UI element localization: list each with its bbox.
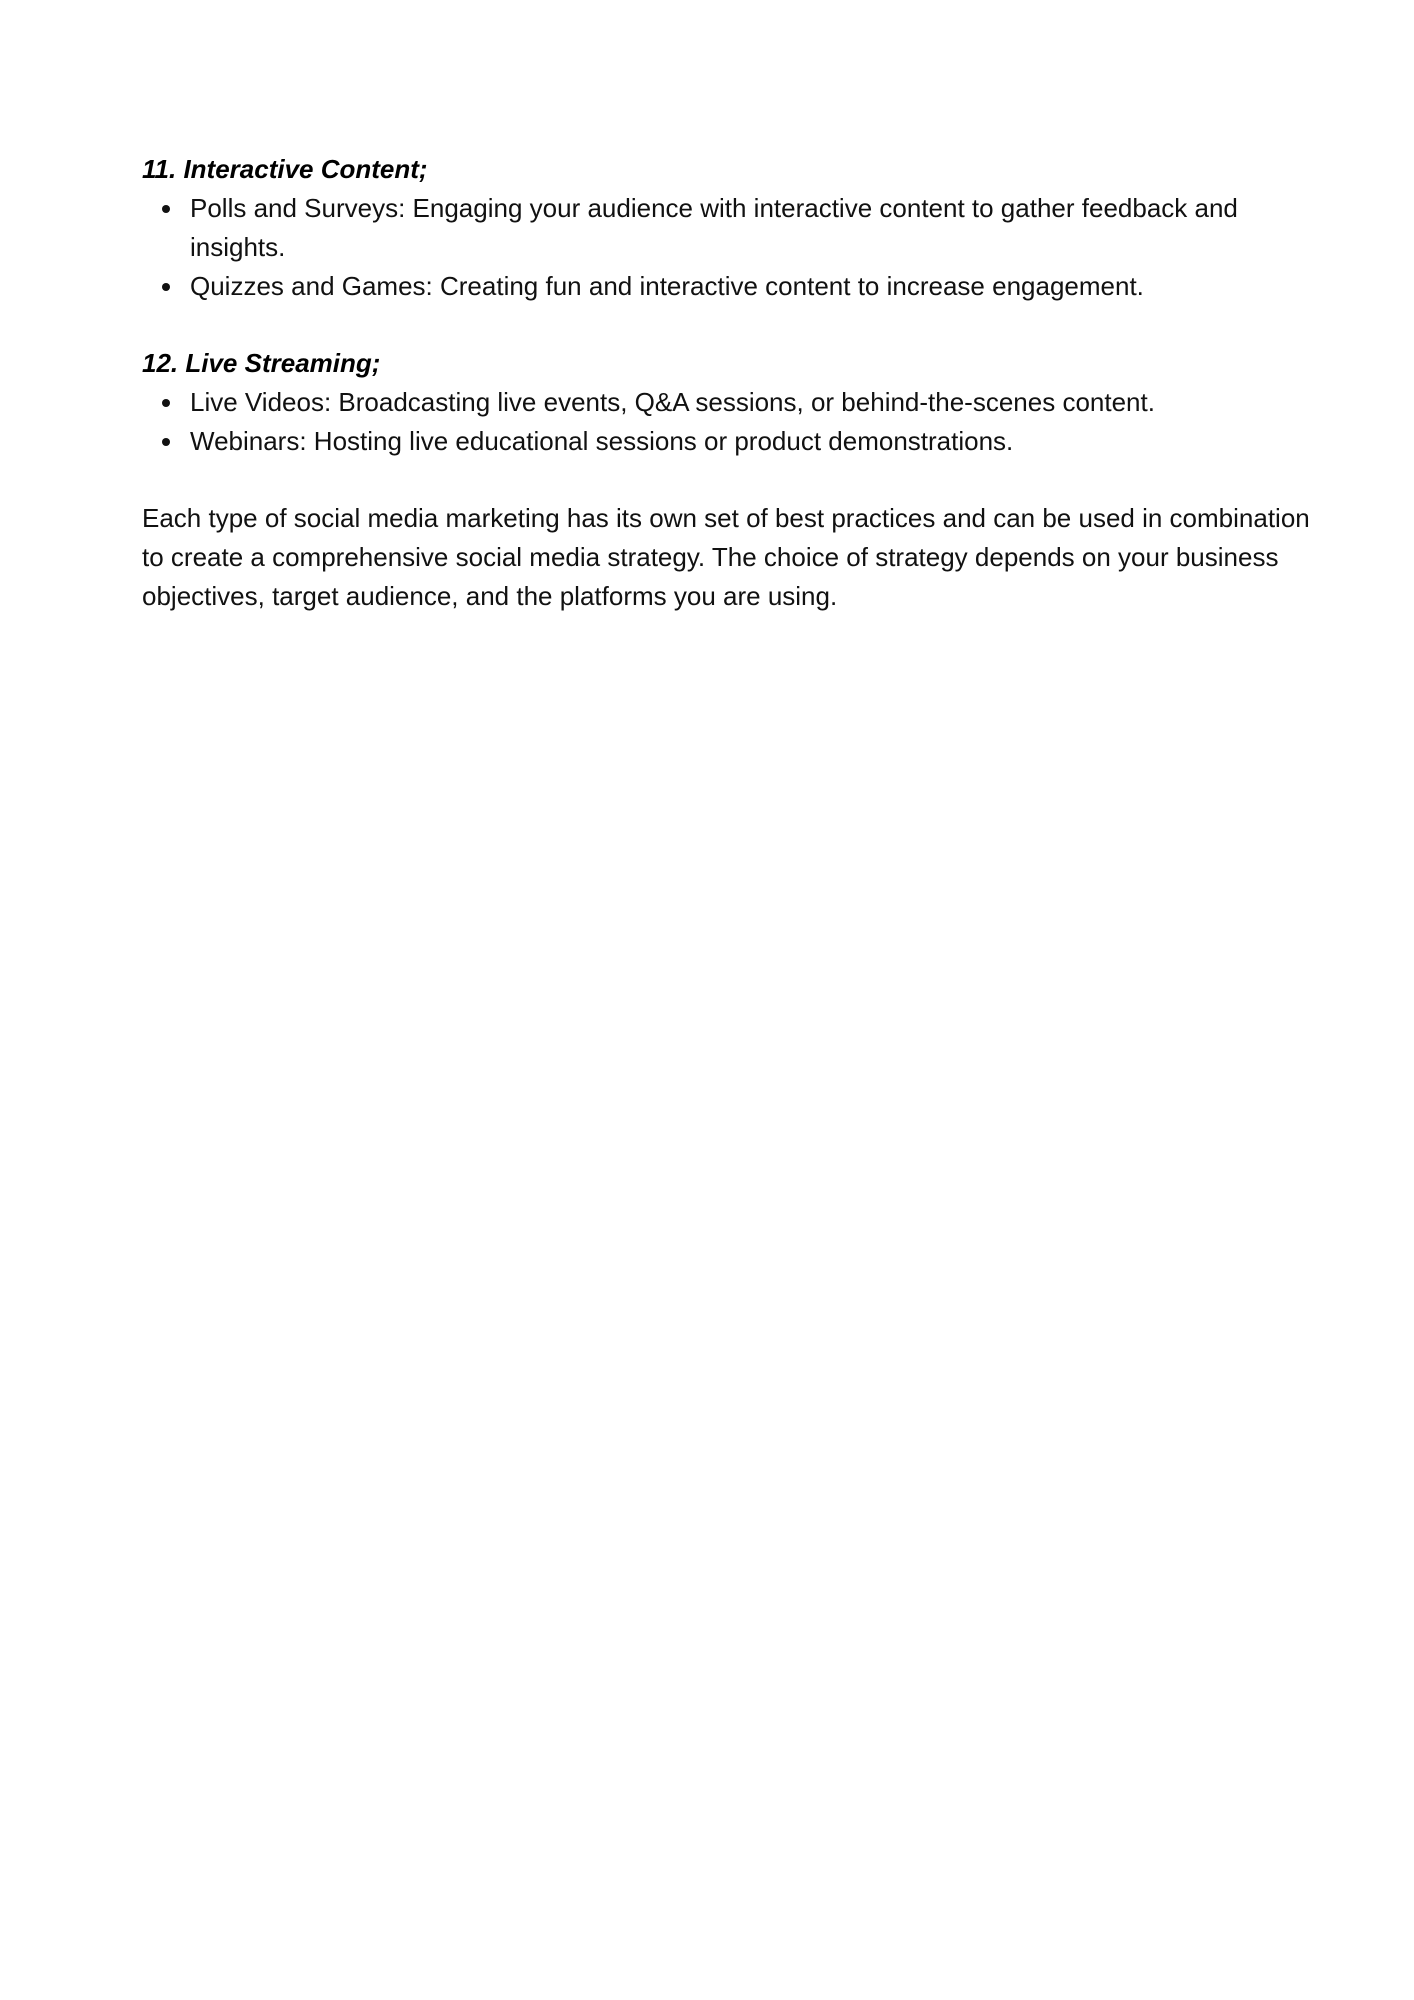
list-item-text: Live Videos: Broadcasting live events, Q&A sessions, or behind-the-scenes content. — [190, 387, 1155, 417]
section-live-streaming — [142, 344, 1322, 461]
bullet-list — [142, 189, 1322, 306]
section-heading: 11. Interactive Content; — [142, 154, 428, 184]
list-item-text: Webinars: Hosting live educational sessions or product demonstrations. — [190, 426, 1014, 456]
section-interactive-content — [142, 150, 1322, 306]
section-heading: 12. Live Streaming; — [142, 348, 381, 378]
bullet-icon — [162, 205, 170, 213]
document-page — [142, 150, 1322, 616]
bullet-icon — [162, 283, 170, 291]
bullet-list — [142, 383, 1322, 461]
list-item — [142, 422, 1322, 461]
list-item — [142, 267, 1322, 306]
bullet-icon — [162, 438, 170, 446]
list-item-text: Quizzes and Games: Creating fun and interactive content to increase engagement. — [190, 271, 1144, 301]
closing-paragraph: Each type of social media marketing has its own set of best practices and can be used in combination to create a comprehensive social media strategy. The choice of strategy depends on your business objectives, target audience, and the platforms you are using. — [142, 503, 1310, 611]
list-item — [142, 383, 1322, 422]
bullet-icon — [162, 399, 170, 407]
list-item-text: Polls and Surveys: Engaging your audience with interactive content to gather feedback and insights. — [190, 193, 1238, 262]
list-item — [142, 189, 1322, 267]
